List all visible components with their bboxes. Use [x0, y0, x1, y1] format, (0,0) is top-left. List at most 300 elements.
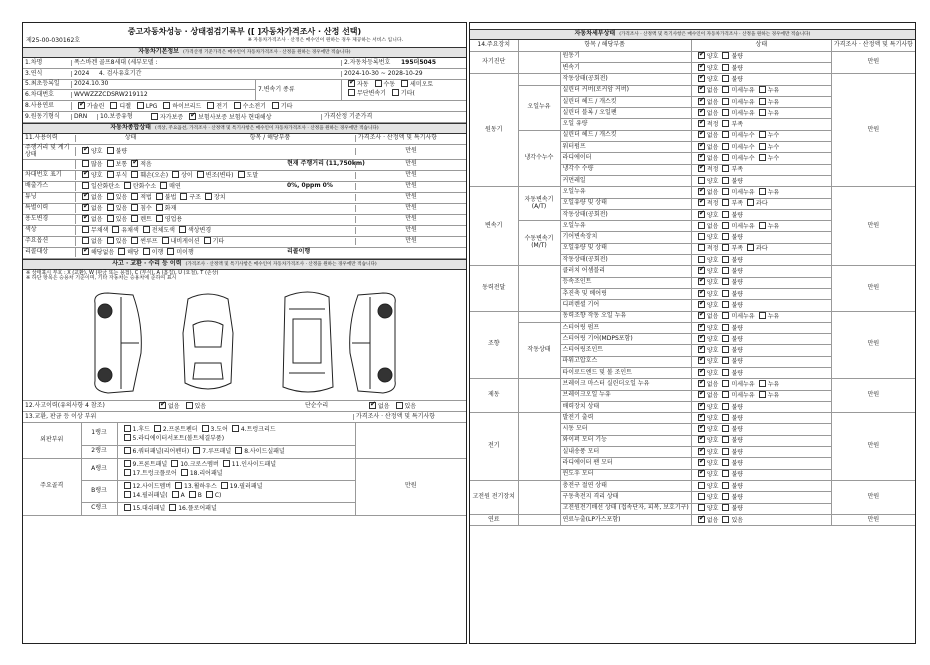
detail-option[interactable]: 양호: [694, 178, 719, 185]
accident-history-options: [153, 402, 303, 411]
right-page: [469, 22, 916, 644]
detail-options: [691, 334, 831, 345]
detail-options: [691, 187, 831, 198]
detail-option[interactable]: ✔ 없음: [694, 189, 719, 196]
summary-option[interactable]: 도말: [234, 172, 259, 179]
detail-options: [691, 424, 831, 435]
detail-option[interactable]: 부족: [718, 200, 743, 207]
simple-repair-label: 단순수리: [305, 401, 329, 409]
detail-option[interactable]: 불량: [718, 279, 743, 286]
summary-option[interactable]: 썬루프: [127, 238, 157, 245]
detail-item: 파워고압호스: [560, 356, 691, 367]
detail-item: 오일누유: [560, 221, 691, 232]
summary-row: [23, 182, 466, 193]
summary-row-detail: 현재 주행거리 (11,750km): [287, 160, 365, 168]
rankA-label: A랭크: [81, 458, 117, 480]
detail-item: 추진축 및 베어링: [560, 288, 691, 299]
summary-option[interactable]: 무채색: [78, 227, 108, 234]
rankA-items: 9.프론트패널 10.크로스멤버 11.인사이드패널 17.트렁크플로어 18.리어패널: [117, 458, 355, 480]
detail-options: [691, 85, 831, 96]
detail-option[interactable]: 양호: [694, 505, 719, 512]
detail-option[interactable]: 불량: [718, 257, 743, 264]
detail-item: 원동기: [560, 51, 691, 62]
opt-semiauto[interactable]: 세미오토: [397, 81, 433, 88]
detail-row: [470, 311, 915, 322]
fuel-diesel[interactable]: 디젤: [106, 103, 131, 110]
detail-option[interactable]: 누유: [755, 99, 780, 106]
summary-row-label: 리콜대상: [25, 248, 49, 256]
detail-options: [691, 198, 831, 209]
detail-subcategory: [518, 514, 560, 525]
summary-option[interactable]: 부식: [103, 172, 128, 179]
summary-option[interactable]: 미이행: [163, 249, 193, 256]
summary-row-price: 만원: [355, 183, 466, 190]
summary-option[interactable]: 있음: [103, 194, 128, 201]
summary-option[interactable]: ✔ 양호: [78, 172, 103, 179]
car-top-view: [183, 294, 233, 389]
detail-item: 충전구 절연 상태: [560, 480, 691, 491]
summary-option[interactable]: 있음: [103, 205, 128, 212]
summary-option[interactable]: 영업용: [152, 216, 182, 223]
detail-option[interactable]: 불량: [718, 370, 743, 377]
summary-option[interactable]: ✔ 없음: [78, 205, 103, 212]
detail-options: [691, 130, 831, 141]
detail-option[interactable]: ✔ 적정: [694, 121, 719, 128]
detail-item: 라디에이터: [560, 153, 691, 164]
detail-option[interactable]: ✔ 양호: [694, 268, 719, 275]
detail-row: [470, 266, 915, 277]
summary-row-price: 만원: [355, 161, 466, 168]
summary-option[interactable]: 색상변경: [175, 227, 211, 234]
car-name-label: 1.차명: [25, 58, 43, 66]
detail-option[interactable]: ✔ 없음: [694, 99, 719, 106]
detail-option[interactable]: 불량: [718, 291, 743, 298]
detail-item: 브레이크오일 누유: [560, 390, 691, 401]
detail-note: (가격조사 · 산정액 및 특기사항은 매수인이 자동차가격조사 · 산정을 원하는 경우에만 적습니다): [619, 32, 811, 37]
detail-option[interactable]: 누유: [755, 392, 780, 399]
detail-options: [691, 74, 831, 85]
damage-note-label: 가격조사 · 산정액 및 특기사항: [353, 414, 437, 421]
fuel-lpg[interactable]: LPG: [133, 103, 158, 110]
summary-row-options: [75, 160, 285, 169]
detail-options: [691, 209, 831, 220]
summary-option[interactable]: ✔ 없음: [78, 194, 103, 201]
wheel-rear-right: [378, 368, 392, 382]
rankB-label: B랭크: [81, 480, 117, 502]
detail-subcategory: [518, 480, 560, 514]
summary-row-price: 만원: [355, 238, 466, 245]
detail-option[interactable]: ✔ 양호: [694, 347, 719, 354]
left-page: [22, 22, 467, 644]
detail-row: [470, 74, 915, 85]
summary-row-options: [75, 248, 285, 257]
summary-row-options: [75, 204, 285, 213]
warranty-self[interactable]: 자가보증: [147, 114, 183, 121]
detail-option[interactable]: 누유: [755, 110, 780, 117]
detail-price: 만원: [831, 413, 915, 481]
detail-row: [470, 187, 915, 198]
detail-item: 실린더 블록 / 오일팬: [560, 108, 691, 119]
firstreg-block: [23, 80, 255, 100]
opt-cvt[interactable]: 무단변속기: [344, 90, 386, 97]
detail-option[interactable]: 불량: [718, 483, 743, 490]
detail-option[interactable]: ✔ 양호: [694, 212, 719, 219]
summary-header: [23, 123, 466, 134]
summary-row-detail: 0%, 0ppm 0%: [287, 182, 333, 190]
summary-option[interactable]: 해당: [114, 249, 139, 256]
summary-option[interactable]: 불량: [103, 148, 128, 155]
summary-option[interactable]: 있음: [103, 238, 128, 245]
detail-option[interactable]: 누유: [755, 189, 780, 196]
warranty-company: 보험사 현대해상: [229, 113, 272, 121]
detail-option[interactable]: ✔ 양호: [694, 460, 719, 467]
summary-option[interactable]: 탄화수소: [120, 183, 156, 190]
fuel-label: 8.사용연료: [25, 101, 54, 109]
detail-item: 작동상태(공회전): [560, 74, 691, 85]
detail-col-state: 상태: [691, 40, 831, 51]
detail-item: 브레이크 마스터 실린더오일 누유: [560, 379, 691, 390]
accident-yes[interactable]: 있음: [182, 403, 207, 410]
detail-row: [470, 413, 915, 424]
detail-option[interactable]: 미세누수: [718, 155, 754, 162]
detail-price: 만원: [831, 266, 915, 311]
summary-option[interactable]: 이행: [139, 249, 164, 256]
summary-row-price: 만원: [355, 205, 466, 212]
detail-options: [691, 243, 831, 254]
summary-option[interactable]: 훼손(오손): [127, 172, 168, 179]
detail-option[interactable]: 불량: [718, 53, 743, 60]
accident-note: (가격조사 · 산정액 및 특기사항은 매수인이 자동차가격조사 · 산정을 원하는 경우에만 적습니다): [185, 261, 377, 267]
detail-option[interactable]: 누유: [755, 381, 780, 388]
basic-row-year: [23, 69, 466, 80]
detail-option[interactable]: 불량: [718, 325, 743, 332]
detail-options: [691, 119, 831, 130]
rankC-items: 15.대쉬패널 16.플로어패널: [117, 502, 355, 515]
detail-options: [691, 277, 831, 288]
detail-option[interactable]: 누수: [755, 144, 780, 151]
detail-title: 자동차세부상태: [574, 30, 616, 37]
detail-options: [691, 458, 831, 469]
detail-option[interactable]: ✔ 적정: [694, 200, 719, 207]
detail-option[interactable]: 불량: [718, 437, 743, 444]
detail-option[interactable]: ✔ 양호: [694, 325, 719, 332]
warranty-insurance[interactable]: ✔ 보험사보증: [185, 114, 227, 121]
summary-option[interactable]: 내비게이션: [158, 238, 200, 245]
wheel-front-right: [378, 304, 392, 318]
summary-row-options: [75, 237, 285, 246]
summary-option[interactable]: 많음: [78, 161, 103, 168]
motor-label: 9.원동기형식: [25, 112, 60, 120]
detail-option[interactable]: 부족: [718, 166, 743, 173]
summary-option[interactable]: 구조: [176, 194, 201, 201]
simple-yes[interactable]: 있음: [392, 403, 417, 410]
detail-options: [691, 288, 831, 299]
detail-option[interactable]: ✔ 양호: [694, 449, 719, 456]
summary-option[interactable]: 매연: [156, 183, 181, 190]
detail-option[interactable]: ✔ 양호: [694, 65, 719, 72]
summary-option[interactable]: 보통: [103, 161, 128, 168]
summary-row-label: 특별이력: [25, 204, 49, 212]
detail-option[interactable]: ✔ 양호: [694, 302, 719, 309]
detail-option[interactable]: 미세누유: [718, 392, 754, 399]
fuel-options: [71, 102, 295, 111]
detail-option[interactable]: ✔ 양호: [694, 279, 719, 286]
opt-manual[interactable]: 수동: [371, 81, 396, 88]
detail-subcategory: [518, 266, 560, 311]
car-frame-view: [283, 292, 333, 392]
summary-row: [23, 215, 466, 226]
detail-item: 디퍼렌셜 기어: [560, 300, 691, 311]
detail-subcategory: [518, 413, 560, 481]
outer-panel-label: 외판부위: [23, 423, 81, 458]
detail-option[interactable]: 과다: [743, 245, 768, 252]
detail-option[interactable]: ✔ 없음: [694, 313, 719, 320]
detail-options: [691, 232, 831, 243]
summary-option[interactable]: 없음: [78, 238, 103, 245]
summary-row: [23, 237, 466, 248]
wheel-front-left: [98, 304, 112, 318]
detail-options: [691, 164, 831, 175]
detail-option[interactable]: ✔ 양호: [694, 76, 719, 83]
summary-option[interactable]: 전체도색: [139, 227, 175, 234]
detail-option[interactable]: ✔ 양호: [694, 415, 719, 422]
summary-option[interactable]: ✔ 양호: [78, 148, 103, 155]
detail-col-note: 가격조사 · 산정액 및 특기사항: [831, 40, 915, 51]
reg-number-label: 2.자동차등록번호: [341, 60, 399, 67]
summary-row-options: [75, 182, 285, 191]
detail-option[interactable]: ✔ 없음: [694, 87, 719, 94]
detail-option[interactable]: 불량: [718, 178, 743, 185]
detail-option[interactable]: ✔ 양호: [694, 471, 719, 478]
detail-option[interactable]: ✔ 없음: [694, 110, 719, 117]
detail-options: [691, 108, 831, 119]
fuel-gasoline[interactable]: ✔ 가솔린: [74, 103, 104, 110]
summary-option[interactable]: ✔ 없음: [78, 216, 103, 223]
detail-option[interactable]: ✔ 양호: [694, 437, 719, 444]
detail-options: [691, 153, 831, 164]
summary-row-price: 만원: [355, 216, 466, 223]
detail-option[interactable]: 미세누유: [718, 223, 754, 230]
detail-option[interactable]: 누수: [755, 155, 780, 162]
detail-item: 발전기 출력: [560, 413, 691, 424]
detail-option[interactable]: 불량: [718, 234, 743, 241]
fuel-hybrid[interactable]: 하이브리드: [159, 103, 201, 110]
summary-option[interactable]: 유채색: [108, 227, 138, 234]
rankC-label: C랭크: [81, 502, 117, 515]
base-price-label: 가격산정 기준가격: [321, 114, 374, 121]
detail-option[interactable]: 불량: [718, 415, 743, 422]
detail-options: [691, 413, 831, 424]
detail-option[interactable]: 미세누유: [718, 87, 754, 94]
opt-other[interactable]: 기타(: [388, 90, 415, 97]
detail-options: [691, 469, 831, 480]
detail-option[interactable]: ✔ 양호: [694, 291, 719, 298]
detail-options: [691, 300, 831, 311]
detail-option[interactable]: ✔ 양호: [694, 53, 719, 60]
summary-row-price: 만원: [355, 172, 466, 179]
detail-options: [691, 175, 831, 186]
warranty-options: [145, 113, 321, 122]
detail-option[interactable]: 부족: [718, 121, 743, 128]
basic-info-note: (가격산정 기준가격은 매수인이 자동차가격조사 · 산정을 원하는 경우에만 적습니다): [182, 50, 351, 56]
detail-option[interactable]: 불량: [718, 358, 743, 365]
detail-option[interactable]: 미세누수: [718, 144, 754, 151]
reg-number-value: 195더5045: [401, 58, 437, 66]
detail-option[interactable]: 미세누유: [718, 189, 754, 196]
detail-category: 동력전달: [470, 266, 518, 311]
detail-option[interactable]: 불량: [718, 494, 743, 501]
detail-option[interactable]: 불량: [718, 426, 743, 433]
inspection-period: 2024-10-30 ~ 2028-10-29: [341, 71, 425, 78]
damage-table: [23, 423, 466, 516]
detail-options: [691, 514, 831, 525]
detail-option[interactable]: 불량: [718, 212, 743, 219]
summary-title: 자동차종합상태: [110, 123, 151, 131]
detail-item: 스티어링 기어(MDPS포함): [560, 334, 691, 345]
summary-row: [23, 226, 466, 237]
detail-option[interactable]: 미세누유: [718, 110, 754, 117]
summary-row: [23, 248, 466, 259]
detail-option[interactable]: 누유: [755, 313, 780, 320]
summary-option[interactable]: 침수: [127, 205, 152, 212]
summary-col-note: 가격조사 · 산정액 및 특기사항: [355, 135, 439, 142]
detail-price: 만원: [831, 480, 915, 514]
detail-category: 제동: [470, 379, 518, 413]
detail-category: 자기진단: [470, 51, 518, 74]
detail-option[interactable]: 불량: [718, 336, 743, 343]
detail-item: 실내송풍 모터: [560, 447, 691, 458]
detail-option[interactable]: ✔ 적정: [694, 166, 719, 173]
detail-item: 커먼레일: [560, 175, 691, 186]
detail-option[interactable]: 부족: [718, 245, 743, 252]
detail-option[interactable]: 불량: [718, 404, 743, 411]
detail-option[interactable]: ✔ 양호: [694, 404, 719, 411]
summary-option[interactable]: 불법: [152, 194, 177, 201]
detail-option[interactable]: ✔ 양호: [694, 336, 719, 343]
rankB-items: 12.사이드멤버 13.휠하우스 19.필러패널 14.필러패널( A B C): [117, 480, 355, 502]
detail-option[interactable]: ✔ 양호: [694, 370, 719, 377]
detail-options: [691, 401, 831, 412]
detail-option[interactable]: ✔ 없음: [694, 392, 719, 399]
chassis-value: WVWZZZCDSRW219112: [71, 92, 150, 99]
detail-option[interactable]: 누수: [755, 132, 780, 139]
detail-option[interactable]: 불량: [718, 460, 743, 467]
summary-row-label: 주행거리 및 계기상태: [25, 143, 70, 158]
detail-row: [470, 514, 915, 525]
summary-row-options: [75, 193, 285, 202]
summary-option[interactable]: 일산화탄소: [78, 183, 120, 190]
detail-option[interactable]: ✔ 없음: [694, 132, 719, 139]
detail-options: [691, 322, 831, 333]
summary-row-options: [75, 226, 285, 235]
opt-auto[interactable]: ✔자동: [344, 81, 369, 88]
detail-options: [691, 142, 831, 153]
summary-option[interactable]: 상이: [168, 172, 193, 179]
detail-option[interactable]: ✔ 없음: [694, 517, 719, 524]
detail-option[interactable]: ✔ 없음: [694, 144, 719, 151]
accident-legend: [23, 270, 466, 284]
simple-none[interactable]: ✔ 없음: [365, 403, 390, 410]
summary-option[interactable]: 장치: [201, 194, 226, 201]
detail-option[interactable]: 불량: [718, 65, 743, 72]
year-label: 3.연식: [25, 69, 43, 77]
document-number: 제25-00-030162호: [26, 37, 81, 45]
detail-options: [691, 255, 831, 266]
summary-option[interactable]: ✔ 적음: [127, 161, 152, 168]
detail-option[interactable]: 불량: [718, 347, 743, 354]
detail-option[interactable]: 양호: [694, 494, 719, 501]
summary-col-items: 항목 / 해당부품: [249, 134, 291, 142]
summary-row-label: 주요옵션: [25, 237, 49, 245]
detail-option[interactable]: 누유: [755, 223, 780, 230]
wheel-rear-left: [98, 368, 112, 382]
car-diagram: [23, 283, 466, 401]
detail-option[interactable]: 있음: [718, 517, 743, 524]
detail-option[interactable]: ✔ 없음: [694, 155, 719, 162]
accident-none[interactable]: ✔ 없음: [155, 403, 180, 410]
fuel-hydrogen[interactable]: 수소전기: [230, 103, 266, 110]
detail-option[interactable]: 불량: [718, 76, 743, 83]
detail-option[interactable]: 불량: [718, 268, 743, 275]
detail-rows: [470, 51, 915, 525]
detail-option[interactable]: 불량: [718, 449, 743, 456]
summary-option[interactable]: 화재: [152, 205, 177, 212]
year-value: 2024: [71, 71, 97, 78]
detail-option[interactable]: 양호: [694, 234, 719, 241]
detail-price: 만원: [831, 379, 915, 413]
detail-option[interactable]: 미세누수: [718, 132, 754, 139]
detail-options: [691, 311, 831, 322]
summary-option[interactable]: 있음: [103, 216, 128, 223]
detail-option[interactable]: 불량: [718, 471, 743, 478]
summary-option[interactable]: ✔ 해당없음: [78, 249, 114, 256]
detail-option[interactable]: 누유: [755, 87, 780, 94]
detail-option[interactable]: 없음: [694, 223, 719, 230]
detail-option[interactable]: 과다: [743, 200, 768, 207]
detail-option[interactable]: 불량: [718, 505, 743, 512]
detail-row: [470, 51, 915, 62]
fuel-other[interactable]: 기타: [268, 103, 293, 110]
summary-option[interactable]: 기타: [200, 238, 225, 245]
accident-history-row: [23, 401, 466, 412]
summary-rows: [23, 145, 466, 259]
detail-item: 작동상태(공회전): [560, 209, 691, 220]
detail-option[interactable]: 미세누유: [718, 99, 754, 106]
detail-option[interactable]: 불량: [718, 302, 743, 309]
detail-option[interactable]: 양호: [694, 257, 719, 264]
fuel-electric[interactable]: 전기: [203, 103, 228, 110]
detail-option[interactable]: 양호: [694, 483, 719, 490]
basic-info-title: 자동차기본정보: [138, 48, 179, 56]
summary-option[interactable]: 변조(변타): [193, 172, 234, 179]
summary-option[interactable]: 적법: [127, 194, 152, 201]
summary-row: [23, 145, 466, 160]
detail-price: 만원: [831, 187, 915, 266]
detail-option[interactable]: ✔ 양호: [694, 426, 719, 433]
detail-option[interactable]: ✔ 없음: [694, 381, 719, 388]
detail-option[interactable]: ✔ 양호: [694, 358, 719, 365]
detail-item: 기어변속장치: [560, 232, 691, 243]
summary-col-usage: 11.사용이력: [25, 134, 58, 142]
detail-category: 전기: [470, 413, 518, 481]
detail-col-item: 항목 / 해당부품: [518, 40, 691, 51]
detail-category: 조향: [470, 311, 518, 379]
detail-option[interactable]: 적정: [694, 245, 719, 252]
detail-category: 원동기: [470, 74, 518, 187]
detail-option[interactable]: 미세누유: [718, 313, 754, 320]
summary-option[interactable]: 렌트: [127, 216, 152, 223]
detail-option[interactable]: 미세누유: [718, 381, 754, 388]
